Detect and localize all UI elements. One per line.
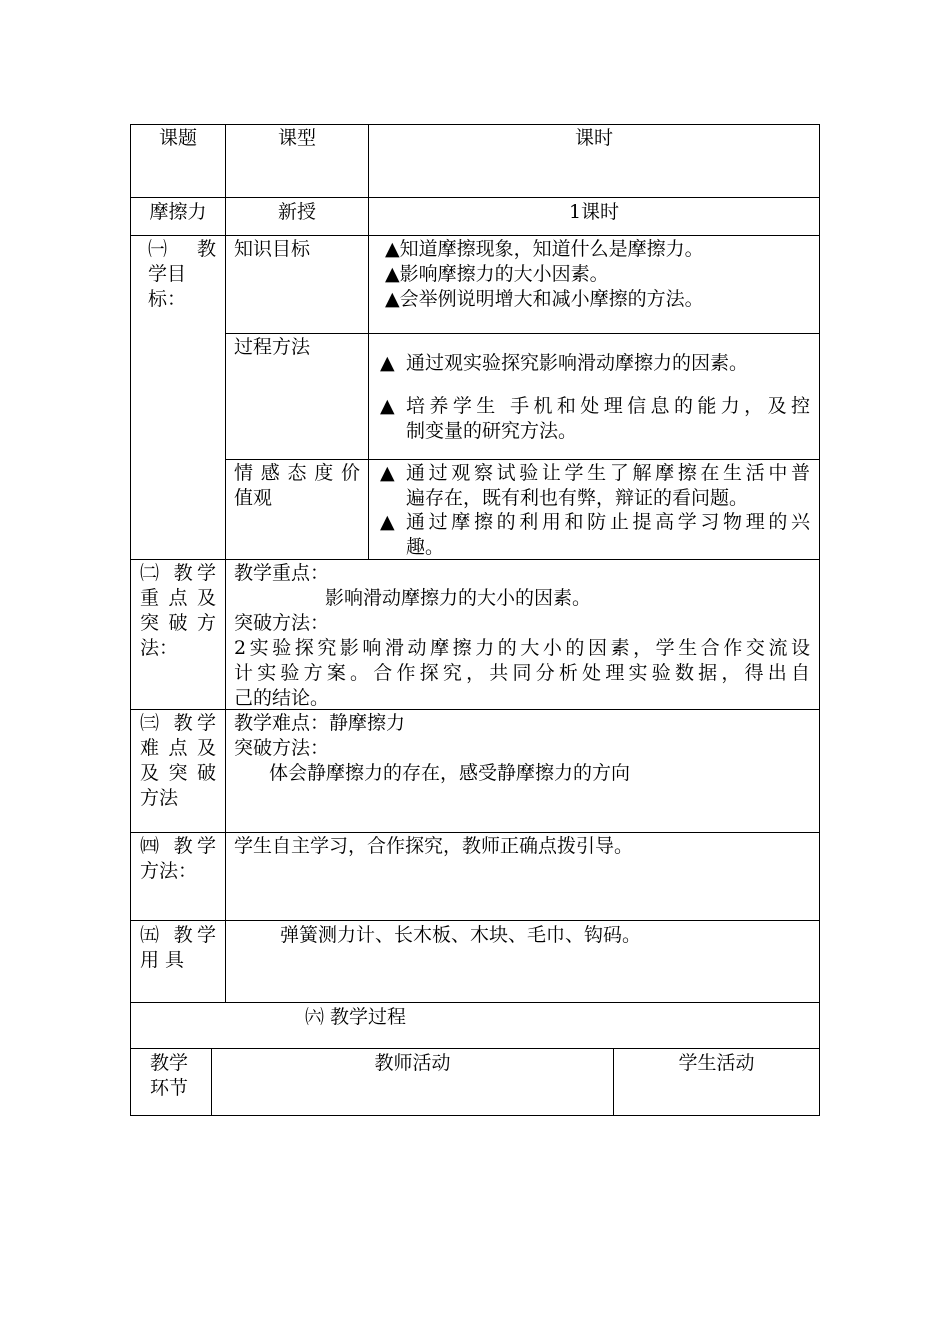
triangle-bullet-icon: ▲ [380,511,395,533]
key-points-content: 教学重点： 影响滑动摩擦力的大小的因素。 突破方法： 2实验探究影响滑动摩擦力的大小的因素，学生合作交流设 计实验方案。合作探究，共同分析处理实验数据，得出自 己的结论。 [234,562,810,709]
table-border-top [130,124,820,125]
process-item: ▲ 培养学生 手机和处理信息的能力，及控 制变量的研究方法。 [380,395,810,442]
emotion-label: 情感态度价 值观 [234,462,360,509]
header-type: 课型 [277,127,316,149]
process-label: 过程方法 [234,336,311,358]
difficulties-content: 教学难点：静摩擦力 突破方法： 体会静摩擦力的存在，感受静摩擦力的方向 [234,712,631,784]
type-value: 新授 [277,201,316,223]
row-divider [130,920,820,921]
teacher-activity-header: 教师活动 [374,1052,451,1074]
table-border-bottom [130,1115,820,1116]
knowledge-item: ▲会举例说明增大和减小摩擦的方法。 [385,288,704,310]
header-topic: 课题 [158,127,197,149]
objectives-label: ㈠ 教 学目 标： [148,238,216,310]
student-activity-header: 学生活动 [678,1052,755,1074]
col-divider [225,124,226,1003]
hours-value: 1课时 [568,201,620,223]
triangle-bullet-icon: ▲ [380,395,395,417]
row-divider [130,197,820,198]
methods-label: ㈣ 教学 方法： [140,835,216,882]
row-divider [130,1002,820,1003]
row-divider [225,459,820,460]
col-divider [368,124,369,560]
table-border-left [130,124,131,1116]
stage-header: 教学 环节 [150,1052,189,1099]
triangle-bullet-icon: ▲ [380,462,395,484]
row-divider [130,235,820,236]
knowledge-list [385,237,704,312]
methods-content: 学生自主学习，合作探究，教师正确点拨引导。 [234,835,634,857]
knowledge-label: 知识目标 [234,238,311,260]
emotion-item: ▲ 通过摩擦的利用和防止提高学习物理的兴 趣。 [380,511,810,558]
row-divider [130,1048,820,1049]
row-divider [225,333,820,334]
header-hours: 课时 [574,127,613,149]
tools-content: 弹簧测力计、长木板、木块、毛巾、钩码。 [280,924,642,946]
emotion-item: ▲ 通过观察试验让学生了解摩擦在生活中普 遍存在，既有利也有弊，辩证的看问题。 [380,462,810,509]
tools-label: ㈤ 教学 用具 [140,924,216,971]
triangle-bullet-icon: ▲ [380,352,395,374]
row-divider [130,832,820,833]
knowledge-item: ▲知道摩擦现象，知道什么是摩擦力。 [385,238,704,260]
difficulties-label: ㈢ 教学 难点及 及突破 方法 [140,712,216,809]
process-section-title: ㈥ 教学过程 [305,1006,407,1028]
key-points-label: ㈡ 教学 重点及 突破方 法： [140,562,216,659]
process-item: ▲ 通过观实验探究影响滑动摩擦力的因素。 [380,352,749,374]
knowledge-item: ▲影响摩擦力的大小因素。 [385,263,609,285]
topic-value: 摩擦力 [149,201,207,223]
table-border-right [819,124,820,1116]
